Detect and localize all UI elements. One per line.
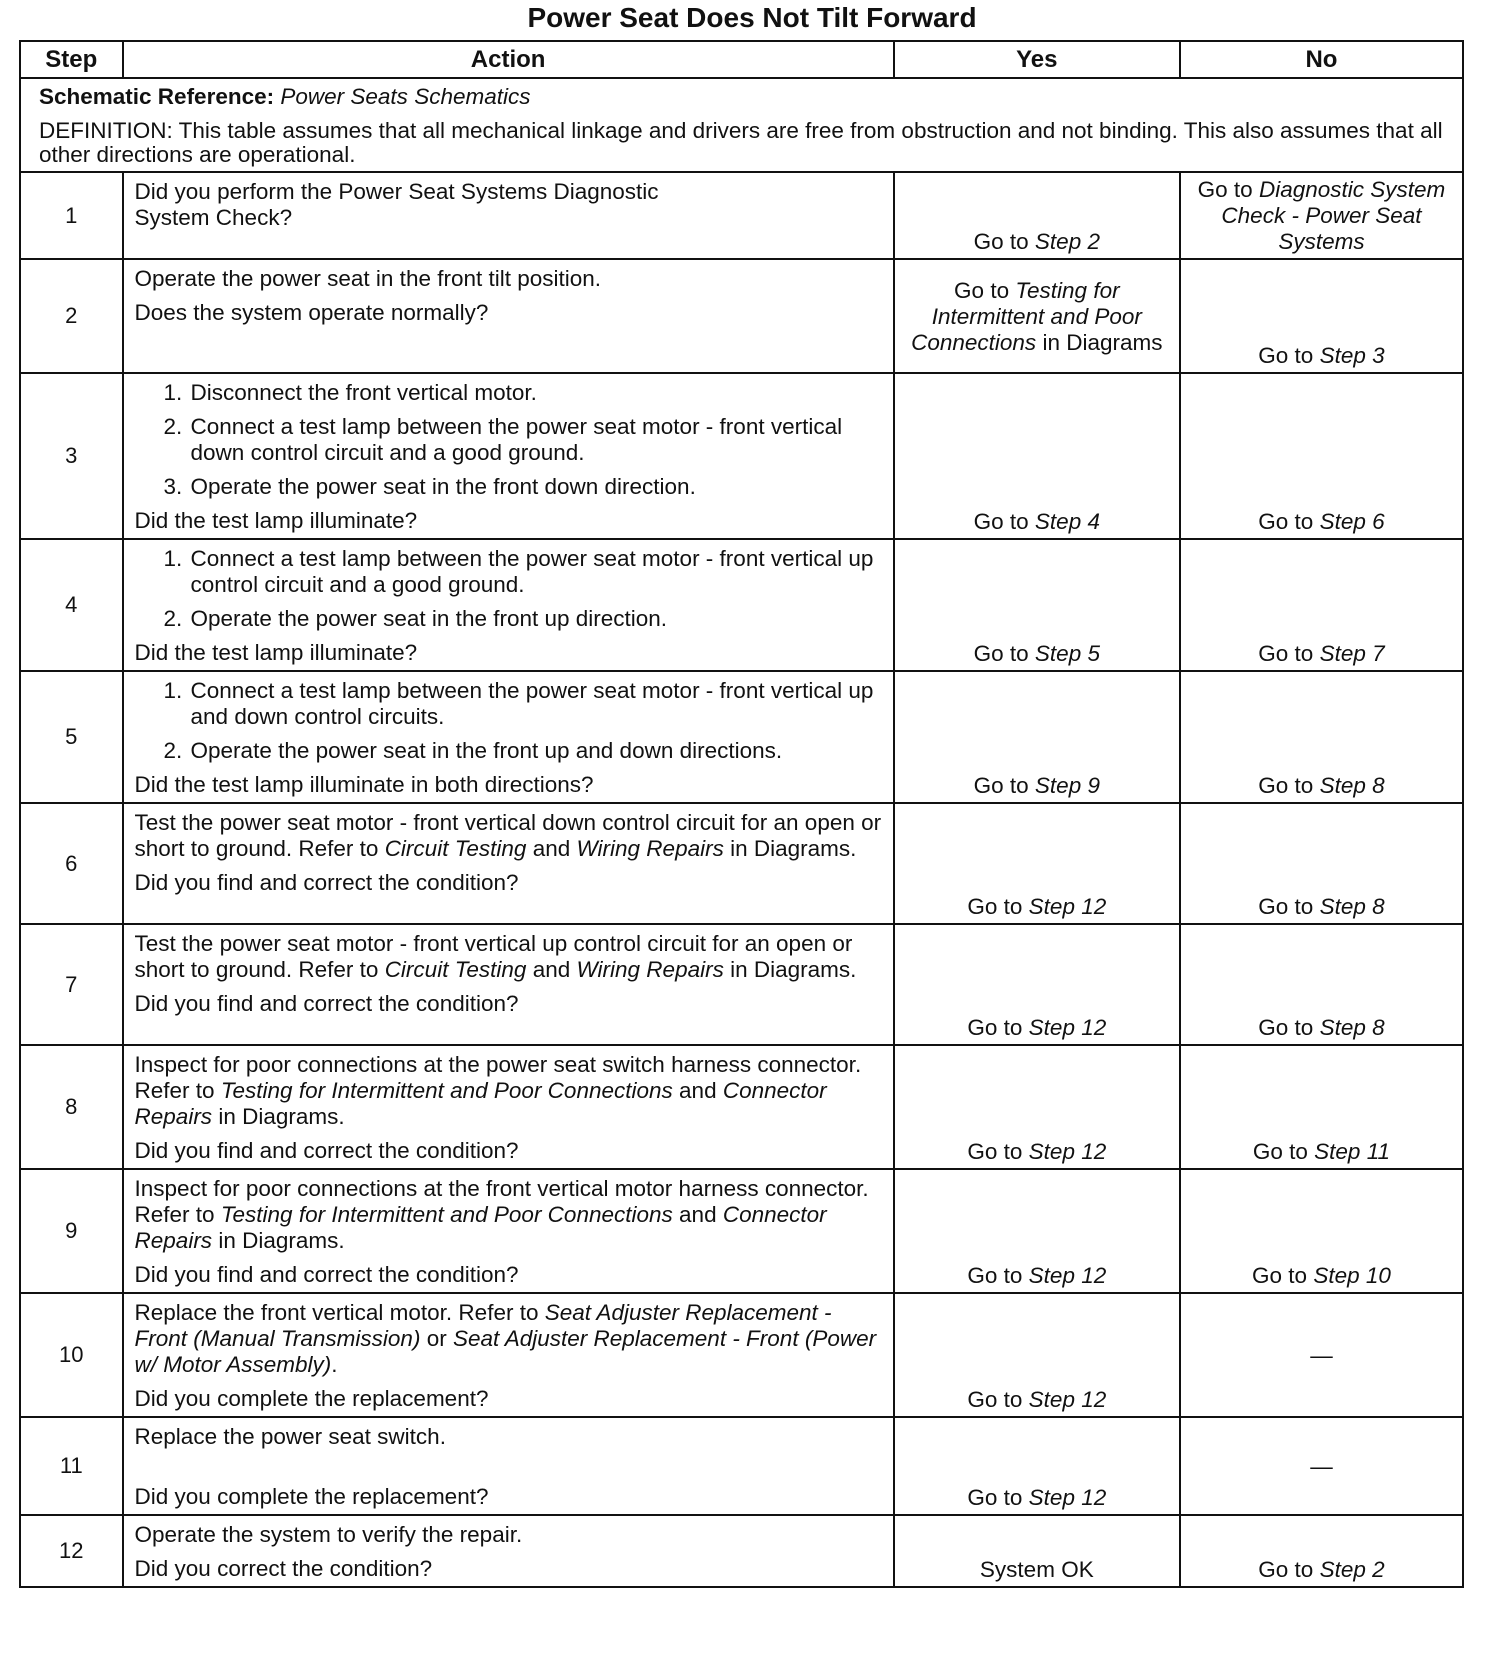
action-question: Does the system operate normally? bbox=[134, 300, 489, 325]
circuit-testing-link[interactable]: Circuit Testing bbox=[384, 836, 527, 861]
seat-adjuster-manual-link[interactable]: Seat Adjuster Replacement - Front (Manual Transmission) bbox=[134, 1300, 832, 1351]
diagnostic-table bbox=[19, 40, 1464, 1588]
step-number: 1 bbox=[20, 172, 123, 259]
list-item: 2. Connect a test lamp between the power seat motor - front vertical down control circuit and a good ground. bbox=[189, 414, 883, 466]
schematic-label: Schematic Reference: bbox=[39, 84, 275, 109]
no-step-link[interactable]: Step 8 bbox=[1319, 1015, 1385, 1040]
table-row: 5 1. Connect a test lamp between the power seat motor - front vertical up and down control circuits. 2. Operate the power seat in the front up and down directions. Did the test lamp illuminate in both directions? Go to Step 9 Go to Step 8 bbox=[20, 671, 1463, 803]
schematic-link[interactable]: Power Seats Schematics bbox=[280, 84, 531, 109]
table-row: 8 Inspect for poor connections at the power seat switch harness connector. Refer to Testing for Intermittent and Poor Connections and Connector Repairs in Diagrams. Did you find and correct the condition? Go to Step 12 Go to Step 11 bbox=[20, 1045, 1463, 1169]
table-row: 6 Test the power seat motor - front vertical down control circuit for an open or short to ground. Refer to Circuit Testing and Wiring Repairs in Diagrams. Did you find and correct the condition? Go to Step 12 Go to Step 8 bbox=[20, 803, 1463, 924]
step-number: 12 bbox=[20, 1515, 123, 1587]
yes-step-link[interactable]: Testing for Intermittent and Poor Connections bbox=[911, 277, 1142, 355]
yes-step-link[interactable]: Step 12 bbox=[1028, 1263, 1107, 1288]
no-dash: — bbox=[1180, 1417, 1463, 1515]
wiring-repairs-link[interactable]: Wiring Repairs bbox=[576, 836, 724, 861]
header-step: Step bbox=[20, 41, 123, 78]
list-item: 1. Connect a test lamp between the power seat motor - front vertical up and down control circuits. bbox=[189, 678, 883, 730]
yes-step-link[interactable]: Step 12 bbox=[1028, 1485, 1107, 1510]
definition-row bbox=[20, 78, 1463, 172]
step-number: 8 bbox=[20, 1045, 123, 1169]
table-row: 10 Replace the front vertical motor. Refer to Seat Adjuster Replacement - Front (Manual Transmission) or Seat Adjuster Replacement - Front (Power w/ Motor Assembly). Did you complete the replacement? Go to Step 12 — bbox=[20, 1293, 1463, 1417]
table-row: 11 Replace the power seat switch. Did you complete the replacement? Go to Step 12 — bbox=[20, 1417, 1463, 1515]
step-number: 2 bbox=[20, 259, 123, 373]
action-text: Inspect for poor connections at the front vertical motor harness connector. Refer to Testing for Intermittent and Poor Connections and Connector Repairs in Diagrams. bbox=[134, 1176, 869, 1253]
action-steps bbox=[135, 546, 883, 632]
action-text: Replace the power seat switch. bbox=[134, 1424, 446, 1449]
action-question: Did you find and correct the condition? bbox=[134, 870, 519, 895]
yes-step-link[interactable]: Step 12 bbox=[1028, 1015, 1107, 1040]
no-step-link[interactable]: Step 8 bbox=[1319, 773, 1385, 798]
table-row: 4 1. Connect a test lamp between the power seat motor - front vertical up control circuit and a good ground. 2. Operate the power seat in the front up direction. Did the test lamp illuminate? Go to Step 5 Go to Step 7 bbox=[20, 539, 1463, 671]
action-question: Did you find and correct the condition? bbox=[134, 1138, 519, 1163]
header-row bbox=[20, 41, 1463, 78]
action-question: Did you correct the condition? bbox=[134, 1556, 433, 1581]
action-text: Did you perform the Power Seat Systems Diagnostic System Check? bbox=[134, 179, 659, 230]
action-question: Did you find and correct the condition? bbox=[134, 1262, 519, 1287]
action-question: Did you find and correct the condition? bbox=[134, 991, 519, 1016]
yes-step-link[interactable]: Step 9 bbox=[1034, 773, 1100, 798]
no-dash: — bbox=[1180, 1293, 1463, 1417]
step-number: 3 bbox=[20, 373, 123, 539]
yes-step-link[interactable]: Step 5 bbox=[1034, 641, 1100, 666]
table-row: 2 Operate the power seat in the front tilt position. Does the system operate normally? Go to Testing for Intermittent and Poor Connections in Diagrams Go to Step 3 bbox=[20, 259, 1463, 373]
connector-repairs-link[interactable]: Connector Repairs bbox=[134, 1202, 827, 1253]
action-text: Operate the system to verify the repair. bbox=[134, 1522, 523, 1547]
action-text: Operate the power seat in the front tilt position. bbox=[134, 266, 602, 291]
no-step-link[interactable]: Diagnostic System Check - Power Seat Systems bbox=[1221, 177, 1446, 254]
step-number: 11 bbox=[20, 1417, 123, 1515]
no-step-link[interactable]: Step 10 bbox=[1313, 1263, 1391, 1288]
wiring-repairs-link[interactable]: Wiring Repairs bbox=[576, 957, 724, 982]
intermittent-testing-link[interactable]: Testing for Intermittent and Poor Connections bbox=[220, 1202, 673, 1227]
no-step-link[interactable]: Step 7 bbox=[1319, 641, 1385, 666]
page-title: Power Seat Does Not Tilt Forward bbox=[527, 2, 977, 33]
list-item: 2. Operate the power seat in the front up and down directions. bbox=[189, 738, 883, 764]
table-row: 9 Inspect for poor connections at the front vertical motor harness connector. Refer to Testing for Intermittent and Poor Connections and Connector Repairs in Diagrams. Did you find and correct the condition? Go to Step 12 Go to Step 10 bbox=[20, 1169, 1463, 1293]
list-item: 1. Connect a test lamp between the power seat motor - front vertical up control circuit and a good ground. bbox=[189, 546, 883, 598]
yes-step-link[interactable]: Step 12 bbox=[1028, 1139, 1107, 1164]
table-row: 3 1. Disconnect the front vertical motor. 2. Connect a test lamp between the power seat motor - front vertical down control circuit and a good ground. 3. Operate the power seat in the front down direction. Did the test lamp illuminate? Go to Step 4 Go to Step 6 bbox=[20, 373, 1463, 539]
action-question: Did you complete the replacement? bbox=[134, 1386, 489, 1411]
action-text: Test the power seat motor - front vertical down control circuit for an open or short to ground. Refer to Circuit Testing and Wiring Repairs in Diagrams. bbox=[134, 810, 882, 861]
table-row: 7 Test the power seat motor - front vertical up control circuit for an open or short to ground. Refer to Circuit Testing and Wiring Repairs in Diagrams. Did you find and correct the condition? Go to Step 12 Go to Step 8 bbox=[20, 924, 1463, 1045]
action-text: Inspect for poor connections at the power seat switch harness connector. Refer to Testing for Intermittent and Poor Connections and Connector Repairs in Diagrams. bbox=[134, 1052, 862, 1129]
no-step-link[interactable]: Step 6 bbox=[1319, 509, 1385, 534]
step-number: 6 bbox=[20, 803, 123, 924]
action-question: Did you complete the replacement? bbox=[134, 1484, 489, 1509]
header-action: Action bbox=[123, 41, 894, 78]
yes-step-link[interactable]: Step 2 bbox=[1034, 229, 1100, 254]
seat-adjuster-power-link[interactable]: Seat Adjuster Replacement - Front (Power w/ Motor Assembly) bbox=[134, 1326, 877, 1377]
action-question: Did the test lamp illuminate? bbox=[134, 640, 418, 665]
yes-step-link[interactable]: Step 12 bbox=[1028, 894, 1107, 919]
step-number: 10 bbox=[20, 1293, 123, 1417]
definition-text: DEFINITION: This table assumes that all mechanical linkage and drivers are free from obstruction and not binding. This also assumes that all other directions are operational. bbox=[39, 118, 1443, 167]
table-row: 12 Operate the system to verify the repair. Did you correct the condition? System OK Go to Step 2 bbox=[20, 1515, 1463, 1587]
action-steps bbox=[135, 380, 883, 500]
action-steps bbox=[135, 678, 883, 764]
no-step-link[interactable]: Step 3 bbox=[1319, 343, 1385, 368]
header-no: No bbox=[1180, 41, 1463, 78]
no-step-link[interactable]: Step 8 bbox=[1319, 894, 1385, 919]
yes-result: System OK bbox=[894, 1515, 1180, 1587]
list-item: 3. Operate the power seat in the front down direction. bbox=[189, 474, 883, 500]
circuit-testing-link[interactable]: Circuit Testing bbox=[384, 957, 527, 982]
step-number: 5 bbox=[20, 671, 123, 803]
yes-step-link[interactable]: Step 12 bbox=[1028, 1387, 1107, 1412]
yes-step-link[interactable]: Step 4 bbox=[1034, 509, 1100, 534]
list-item: 2. Operate the power seat in the front up direction. bbox=[189, 606, 883, 632]
step-number: 9 bbox=[20, 1169, 123, 1293]
no-step-link[interactable]: Step 11 bbox=[1314, 1139, 1391, 1164]
list-item: 1. Disconnect the front vertical motor. bbox=[189, 380, 883, 406]
no-step-link[interactable]: Step 2 bbox=[1319, 1557, 1385, 1582]
action-text: Replace the front vertical motor. Refer to Seat Adjuster Replacement - Front (Manual Transmission) or Seat Adjuster Replacement - Front (Power w/ Motor Assembly). bbox=[134, 1300, 877, 1377]
step-number: 4 bbox=[20, 539, 123, 671]
action-question: Did the test lamp illuminate? bbox=[134, 508, 418, 533]
intermittent-testing-link[interactable]: Testing for Intermittent and Poor Connections bbox=[220, 1078, 673, 1103]
action-question: Did the test lamp illuminate in both directions? bbox=[134, 772, 594, 797]
table-row: 1 Did you perform the Power Seat Systems Diagnostic System Check? Go to Step 2 Go to Diagnostic System Check - Power Seat Systems bbox=[20, 172, 1463, 259]
connector-repairs-link[interactable]: Connector Repairs bbox=[134, 1078, 827, 1129]
step-number: 7 bbox=[20, 924, 123, 1045]
action-text: Test the power seat motor - front vertical up control circuit for an open or short to ground. Refer to Circuit Testing and Wiring Repairs in Diagrams. bbox=[134, 931, 857, 982]
header-yes: Yes bbox=[894, 41, 1180, 78]
